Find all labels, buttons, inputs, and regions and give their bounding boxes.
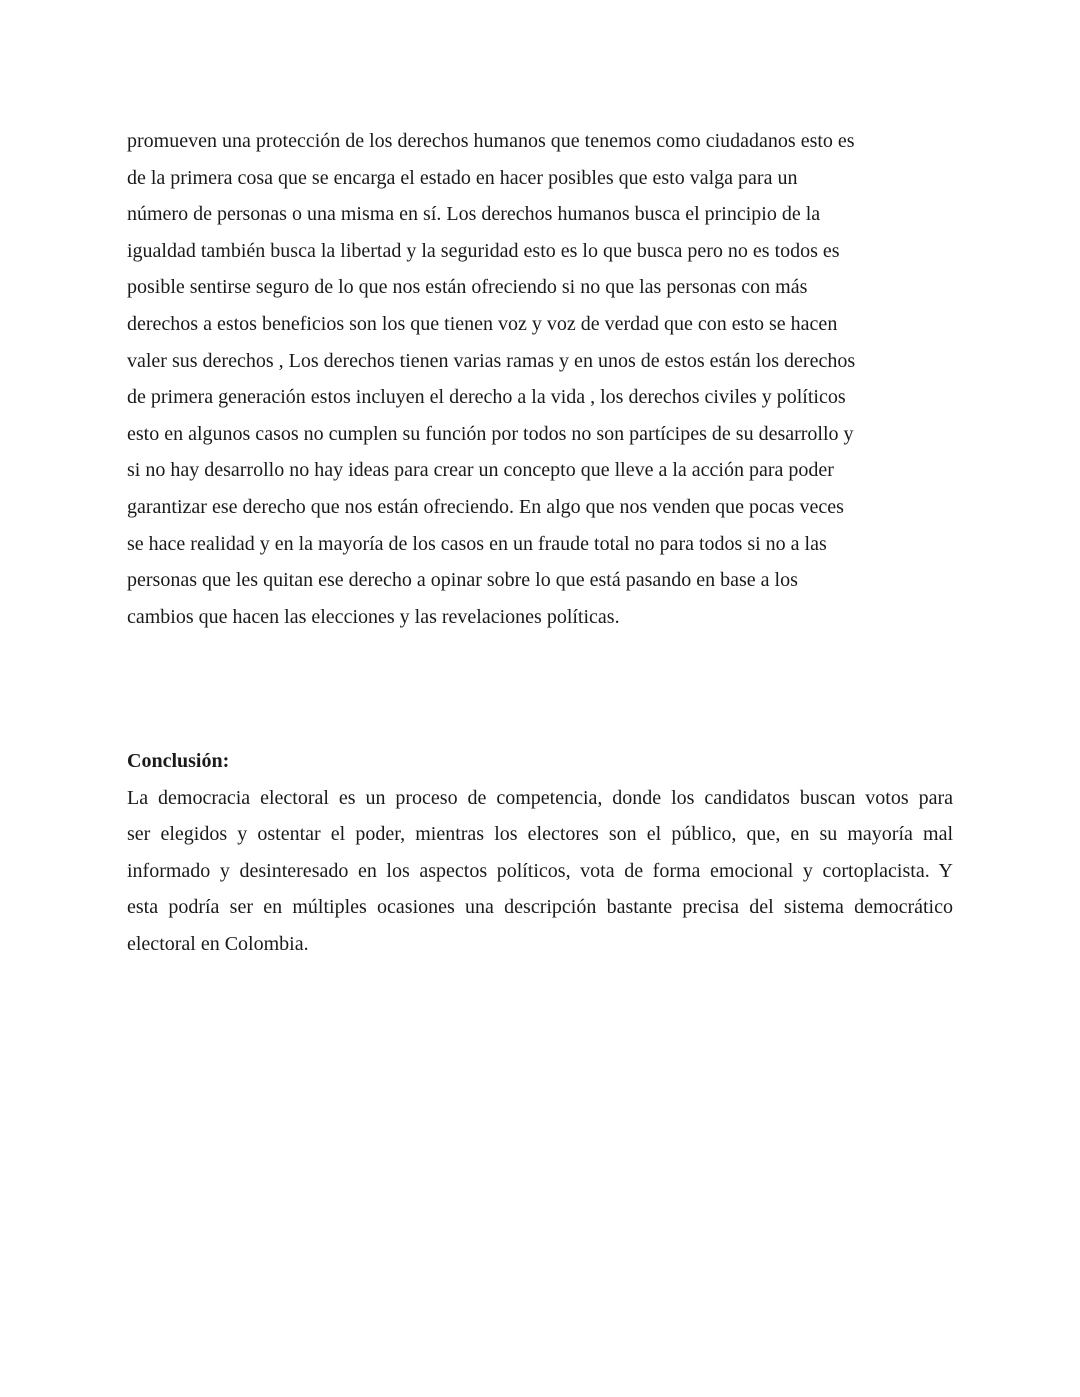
conclusion-line: La democracia electoral es un proceso de competencia, donde los candidatos buscan votos para [127,786,953,809]
conclusion-section [127,743,953,963]
paragraph-line: de primera generación estos incluyen el derecho a la vida , los derechos civiles y políticos [127,386,846,409]
paragraph-line: si no hay desarrollo no hay ideas para crear un concepto que lleve a la acción para poder [127,459,834,482]
paragraph-line: garantizar ese derecho que nos están ofreciendo. En algo que nos venden que pocas veces [127,495,844,518]
paragraph-line: de la primera cosa que se encarga el estado en hacer posibles que esto valga para un [127,166,798,189]
paragraph-line: personas que les quitan ese derecho a opinar sobre lo que está pasando en base a los [127,569,798,592]
conclusion-line: ser elegidos y ostentar el poder, mientras los electores son el público, que, en su mayoría mal [127,823,953,846]
conclusion-line: electoral en Colombia. [127,932,309,955]
paragraph-line: cambios que hacen las elecciones y las revelaciones políticas. [127,605,620,628]
conclusion-line: informado y desinteresado en los aspectos políticos, vota de forma emocional y cortoplacista. Y [127,859,953,882]
paragraph-line: promueven una protección de los derechos humanos que tenemos como ciudadanos esto es [127,130,855,152]
conclusion-line: esta podría ser en múltiples ocasiones una descripción bastante precisa del sistema democrático [127,896,953,919]
paragraph-line: valer sus derechos , Los derechos tienen varias ramas y en unos de estos están los derechos [127,349,856,372]
paragraph-line: número de personas o una misma en sí. Los derechos humanos busca el principio de la [127,203,821,226]
conclusion-heading: Conclusión: [127,750,230,772]
conclusion-paragraph [127,780,953,963]
paragraph-line: igualdad también busca la libertad y la seguridad esto es lo que busca pero no es todos es [127,239,840,262]
paragraph-line: esto en algunos casos no cumplen su función por todos no son partícipes de su desarrollo y [127,422,854,445]
paragraph-line: se hace realidad y en la mayoría de los casos en un fraude total no para todos si no a las [127,532,827,555]
body-paragraph [127,123,957,635]
paragraph-line: derechos a estos beneficios son los que tienen voz y voz de verdad que con esto se hacen [127,312,838,335]
paragraph-line: posible sentirse seguro de lo que nos están ofreciendo si no que las personas con más [127,276,808,299]
